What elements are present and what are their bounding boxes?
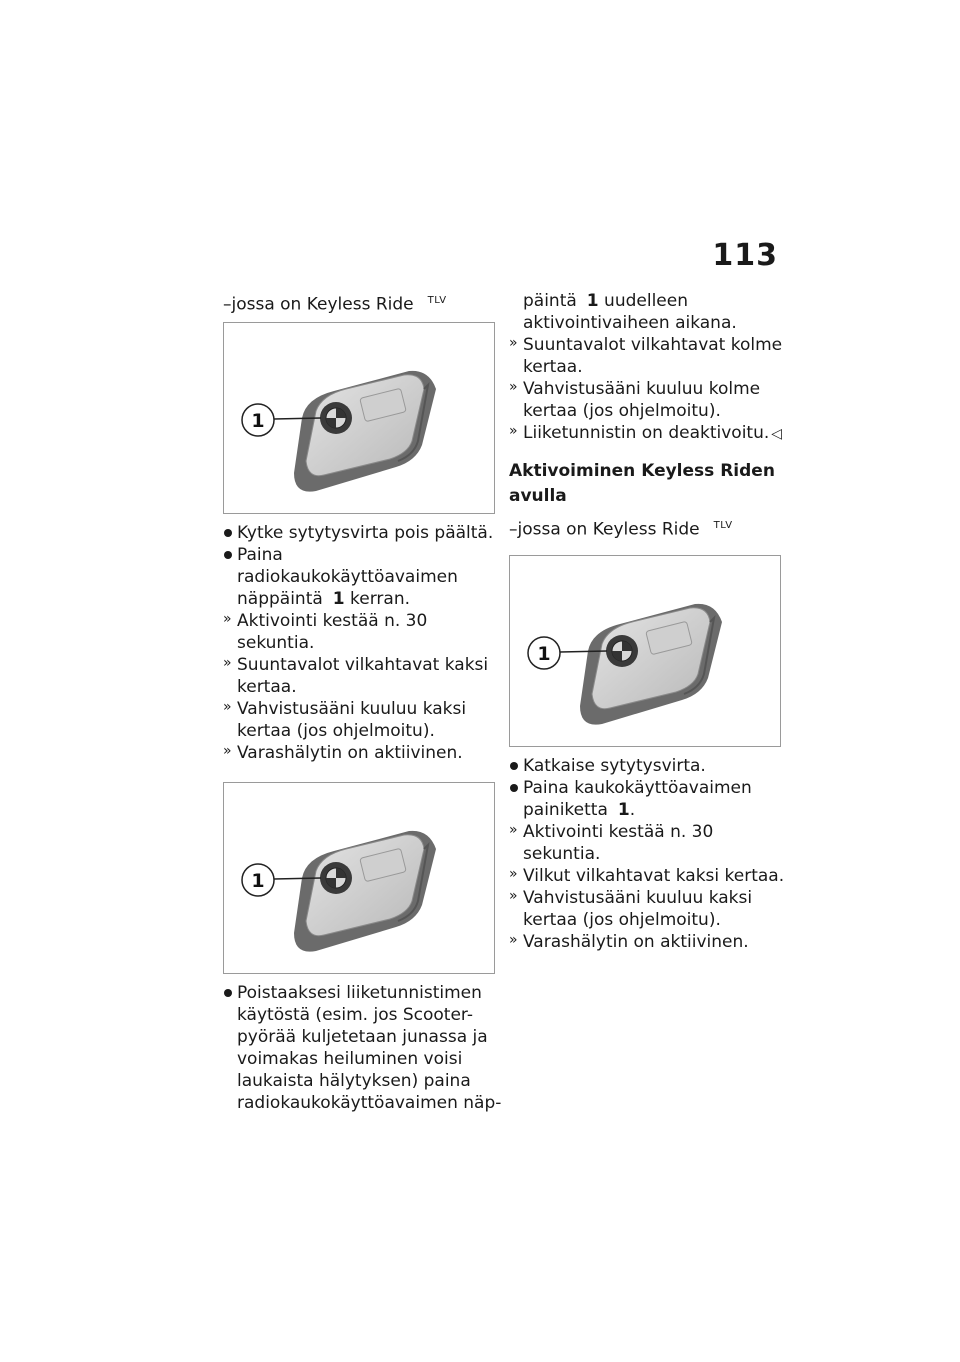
list-item: » Liiketunnistin on deaktivoitu. ◁ xyxy=(509,423,783,443)
callout-number: 1 xyxy=(537,642,551,665)
key-figure-1 xyxy=(223,322,495,514)
list-item: Paina radiokaukokäyttöavaimen näppäintä 1 kerran. xyxy=(237,544,458,609)
list-item: » Suuntavalot vilkahtavat kolme kertaa. xyxy=(509,335,783,377)
list-item: » Vahvistusääni kuuluu kaksi kertaa (jos ohjelmoitu). xyxy=(509,887,753,930)
list-item: Poistaaksesi liiketunnistimen käytöstä (esim. jos Scooter-pyörää kuljetetaan junassa ja voimakas heiluminen voisi laukaista hälytyksen) paina radiokaukokäyttöavaimen näp- xyxy=(237,982,502,1113)
instruction-list-3 xyxy=(509,334,794,445)
condition-note: –jossa on Keyless Ride $^{TLV}$ xyxy=(223,294,447,315)
list-item: » Aktivointi kestää n. 30 sekuntia. xyxy=(223,610,428,653)
list-item: Paina kaukokäyttöavaimen painiketta 1. xyxy=(523,777,752,820)
key-figure-3 xyxy=(509,555,781,747)
callout-number: 1 xyxy=(251,869,265,892)
instruction-list-4 xyxy=(509,755,794,953)
section-heading: Aktivoiminen Keyless Riden avulla xyxy=(509,461,775,506)
list-item: » Vahvistusääni kuuluu kaksi kertaa (jos ohjelmoitu). xyxy=(223,698,467,741)
callout-number: 1 xyxy=(251,409,265,432)
list-item: Kytke sytytysvirta pois päältä. xyxy=(237,522,494,543)
end-of-section-icon: ◁ xyxy=(771,426,783,442)
left-column xyxy=(223,290,508,1114)
condition-sup: TLV xyxy=(713,520,733,531)
list-item: » Suuntavalot vilkahtavat kaksi kertaa. xyxy=(223,654,489,697)
list-item: » Vilkut vilkahtavat kaksi kertaa. xyxy=(509,865,785,886)
key-fob-illustration xyxy=(224,783,494,973)
key-fob-illustration xyxy=(224,323,494,513)
list-item: » Vahvistusääni kuuluu kolme kertaa (jos ohjelmoitu). xyxy=(509,379,761,421)
condition-sup: TLV xyxy=(427,295,447,306)
list-item: » Varashälytin on aktiivinen. xyxy=(223,742,463,763)
condition-note: –jossa on Keyless Ride $^{TLV}$ xyxy=(509,519,733,540)
list-item: » Aktivointi kestää n. 30 sekuntia. xyxy=(509,821,714,864)
instruction-list-1 xyxy=(223,522,508,764)
key-figure-2 xyxy=(223,782,495,974)
right-column xyxy=(509,290,794,953)
instruction-list-2 xyxy=(223,982,508,1114)
list-item: » Varashälytin on aktiivinen. xyxy=(509,931,749,952)
key-fob-illustration xyxy=(510,556,780,746)
list-item-continuation: päintä 1 uudelleen aktivointivaiheen aikana. xyxy=(523,291,737,333)
page-number: 113 xyxy=(712,238,778,273)
list-item: Katkaise sytytysvirta. xyxy=(523,755,706,776)
